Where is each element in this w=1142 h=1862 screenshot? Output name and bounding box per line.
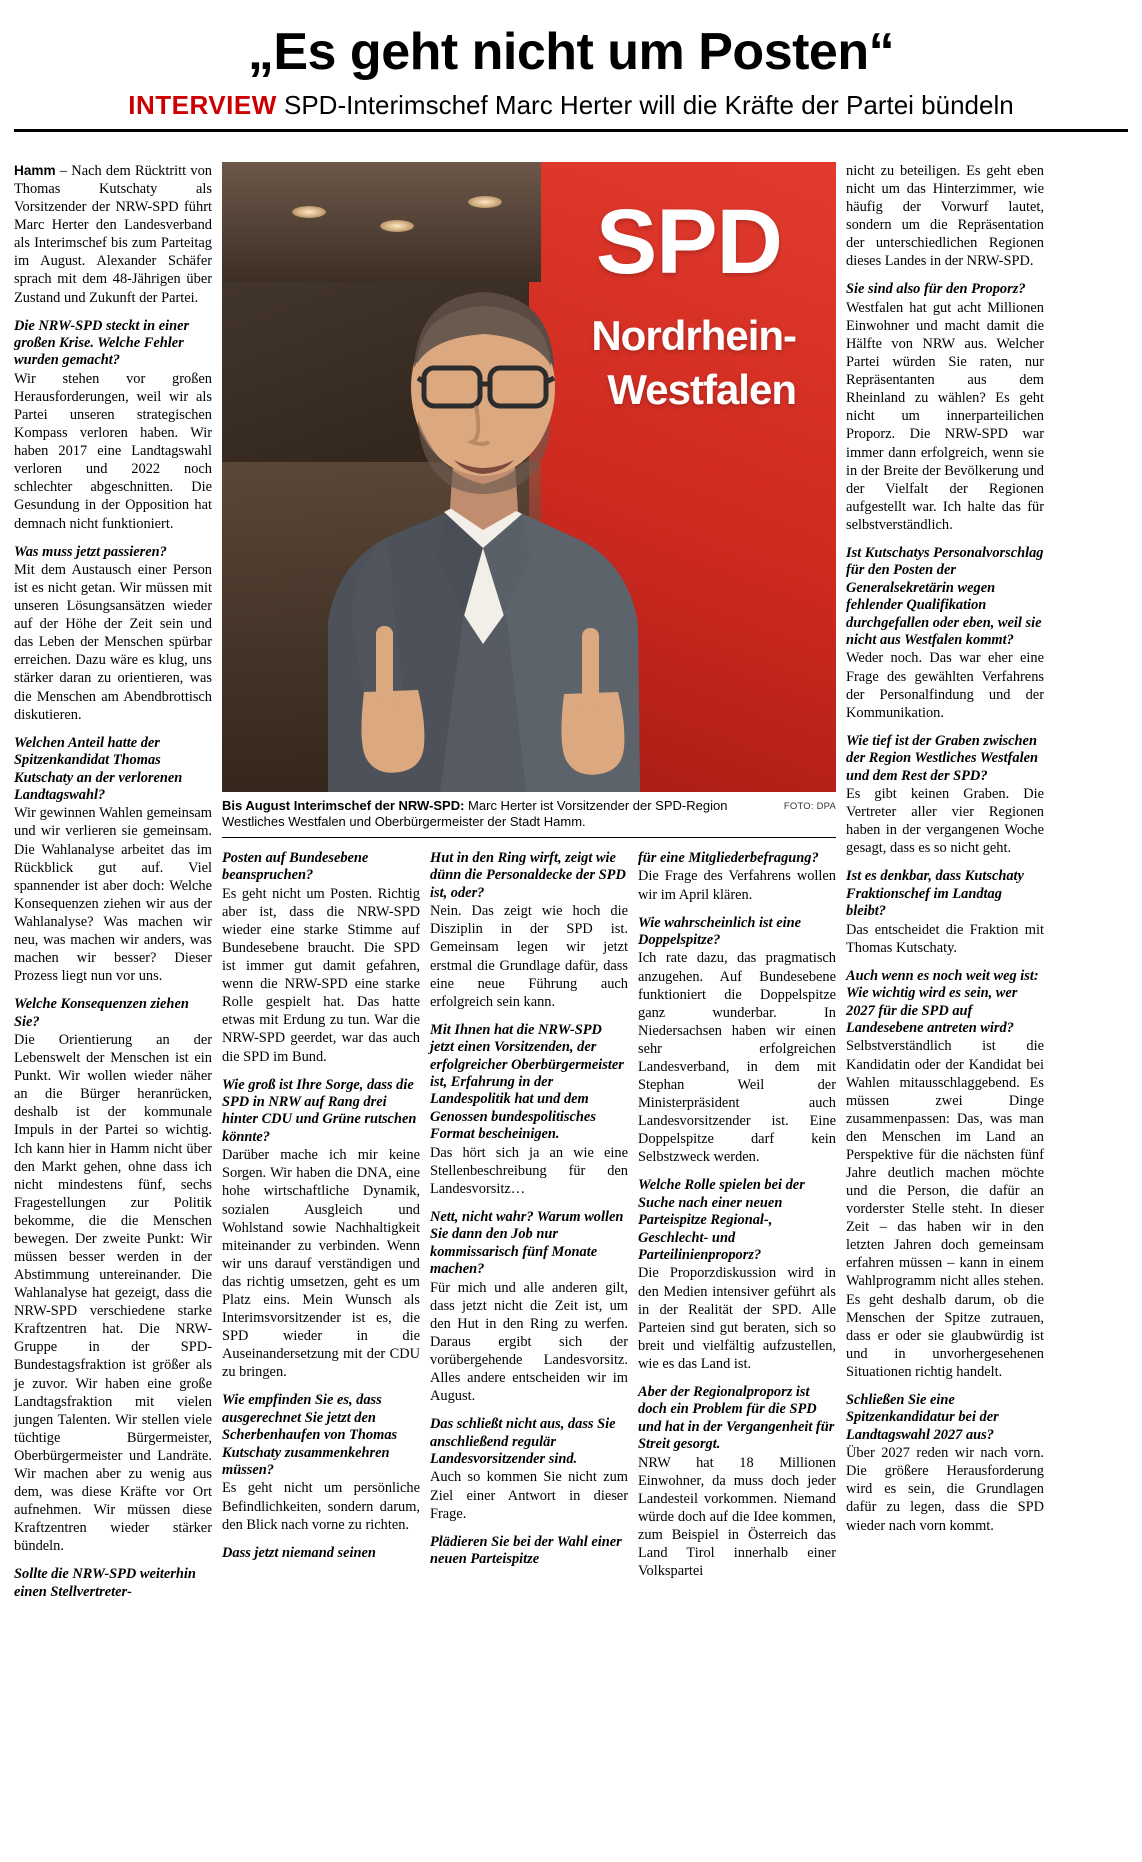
question: Welchen Anteil hatte der Spitzenkandidat Thomas Kutschaty an der verlorenen Landtagswahl?: [14, 734, 183, 803]
question: Posten auf Bundesebene beanspruchen?: [222, 850, 369, 884]
caption-text: Marc Herter ist Vorsitzender der SPD-Region Westliches Westfalen und Oberbürgermeister der Stadt Hamm.: [222, 798, 728, 830]
newspaper-page: [0, 23, 1142, 1862]
dateline: Hamm: [14, 163, 56, 178]
answer: Wir gewinnen Wahlen gemeinsam und wir verlieren sie gemeinsam. Die Wahlanalyse arbeitet das im Rückblick gut auf. Viel spannender ist aber doch: Welche Konsequenzen ziehen wir aus der Wahlanalyse? Was machen wir neu, was machen wir anders, was machen wir besser? Dieser Prozess liegt nun vor uns.: [14, 805, 212, 985]
answer: Das hört sich ja an wie eine Stellenbeschreibung für den Landesvorsitz…: [430, 1144, 628, 1197]
subheadline-text: SPD-Interimschef Marc Herter will die Kräfte der Partei bündeln: [283, 90, 1014, 121]
spd-region-line2: Westfalen: [607, 366, 796, 413]
photo-block: [222, 162, 836, 838]
question: Das schließt nicht aus, dass Sie anschließend regulär Landesvorsitzender sind.: [430, 1416, 616, 1467]
lead-paragraph: [14, 162, 212, 307]
answer: Darüber mache ich mir keine Sorgen. Wir haben die DNA, eine hohe wirtschaftliche Dynamik, sozialen Ausgleich und Wohlstand sowie Nachhaltigkeit miteinander zu verbinden. Wenn wir uns darauf verständigen und das richtig umsetzen, geht es um Platz eins. Mein Wunsch als Interimsvorsitzender ist es, die SPD wieder in die Auseinandersetzung mit der CDU zu bringen.: [222, 1147, 420, 1381]
answer: NRW hat 18 Millionen Einwohner, da muss doch jeder Landesteil vorkommen. Niemand würde doch auf die Idee kommen, zum Beispiel in Österreich das Land Tirol innerhalb einer Volkspartei: [638, 1454, 836, 1580]
person-photo-illustration: [268, 192, 698, 792]
question: Mit Ihnen hat die NRW-SPD jetzt einen Vorsitzenden, der erfolgreicher Oberbürgermeister ist, Erfahrung in der Landespolitik hat und dem Genossen bundespolitisches Format bescheinigen.: [430, 1021, 624, 1143]
question: Wie groß ist Ihre Sorge, dass die SPD in NRW auf Rang drei hinter CDU und Grüne rutschen könnte?: [222, 1076, 417, 1145]
question: Welche Rolle spielen bei der Suche nach einer neuen Parteispitze Regional-, Geschlecht- und Parteilinienproporz?: [638, 1177, 805, 1264]
answer: Wir stehen vor großen Herausforderungen, weil wir als Partei unseren strategischen Kompass verloren haben. Wir haben 2017 eine Landtagswahl verloren und 2022 noch schlechter abgeschnitten. Die Gesundung in der Opposition hat demnach nicht funktioniert.: [14, 370, 212, 532]
question: Plädieren Sie bei der Wahl einer neuen Parteispitze: [430, 1533, 622, 1568]
answer: Ich rate dazu, das pragmatisch anzugehen. Auf Bundesebene funktioniert die Doppelspitze ganz wunderbar. In Niedersachsen haben wir einen sehr erfolgreichen Landesverband, in dem mit Stephan Weil der Ministerpräsident auch Landesvorsitzender ist. Eine Doppelspitze darf kein Selbstzweck werden.: [638, 950, 836, 1166]
question: Schließen Sie eine Spitzenkandidatur bei der Landtagswahl 2027 aus?: [846, 1391, 999, 1443]
answer: Das entscheidet die Fraktion mit Thomas Kutschaty.: [846, 921, 1044, 956]
answer: Weder noch. Das war eher eine Frage des gewählten Verfahrens der Personalfindung und der Kommunikation.: [846, 650, 1044, 721]
question: Welche Konsequenzen ziehen Sie?: [14, 996, 189, 1030]
answer: Westfalen hat gut acht Millionen Einwohner und macht damit die Hälfte von NRW aus. Welcher Partei würden Sie raten, nur Repräsentanten aus dem Rheinland zu wählen? Es geht nicht um innerparteilichen Proporz. Die NRW-SPD war immer dann erfolgreich, wenn sie in der Breite der Bevölkerung und der Vielfalt der Regionen aufgestellt war. Ich halte das für selbstverständlich.: [846, 299, 1044, 533]
spd-region-line1: Nordrhein-: [591, 312, 796, 359]
caption-lead: Bis August Interimschef der NRW-SPD:: [222, 798, 465, 813]
article-body: [14, 162, 1128, 1854]
page-title: „Es geht nicht um Posten“: [247, 23, 895, 81]
text-column-4: [638, 850, 836, 1580]
answer: Selbstverständlich ist die Kandidatin oder der Kandidat bei Wahlen mitausschlaggebend. Es müssen zwei Dinge zusammenpassen: Das, was man den Menschen im Land an Perspektive für die nächsten fünf Jahre deutlich machen möchte und die Person, die dafür an vorderster Stelle steht. In dieser Zeit – das haben wir in den letzten Jahren doch gemeinsam erfahren müssen – kann in einem Wahlprogramm nicht alles stehen. Es geht deshalb darum, ob die Menschen der Spitze zutrauen, dass er oder sie glaubwürdig ist und in unvorhergesehenen Situationen richtig handelt.: [846, 1038, 1044, 1380]
question: Ist Kutschatys Personalvorschlag für den Posten der Generalsekretärin wegen fehlender Qualifikation durchgefallen oder eben, weil sie nicht aus Westfalen kommt?: [846, 544, 1044, 649]
question: Hut in den Ring wirft, zeigt wie dünn die Personaldecke der SPD ist, oder?: [430, 850, 626, 901]
question: Sollte die NRW-SPD weiterhin einen Stellvertreter-: [14, 1566, 196, 1600]
question: Auch wenn es noch weit weg ist: Wie wichtig wird es sein, wer 2027 für die SPD auf Landesebene antreten wird?: [846, 967, 1039, 1037]
answer: Die Proporzdiskussion wird in den Medien intensiver geführt als in der Realität der SPD. Alle Parteien sind gut beraten, sich so breit und vielfältig aufzustellen, wie es das Land ist.: [638, 1265, 836, 1372]
subheadline-block: [14, 91, 1128, 132]
question: Ist es denkbar, dass Kutschaty Fraktionschef im Landtag bleibt?: [846, 868, 1024, 920]
lead-text: – Nach dem Rücktritt von Thomas Kutschaty als Vorsitzender der NRW-SPD führt Marc Herter den Landesverband als Interimschef bis zum Parteitag im August. Alexander Schäfer sprach mit dem 48-Jährigen über Zustand und Zukunft der Partei.: [14, 163, 212, 306]
answer: Auch so kommen Sie nicht zum Ziel einer Antwort in dieser Frage.: [430, 1469, 628, 1522]
text-column-2: [222, 850, 420, 1562]
answer: Die Orientierung an der Lebenswelt der Menschen ist ein Punkt. Wir wollen wieder näher an die Bürger heranrücken, deshalb ist der kommunale Impuls in der Partei so wichtig. Ich kann hier in Hamm nicht über den Markt gehen, ohne dass ich nicht mindestens fünf, sechs Fragestellungen zur Politik bekomme, die die Menschen bewegen. Der zweite Punkt: Wir müssen besser werden in der Abstimmung untereinander. Die Wahlanalyse hat gezeigt, dass die NRW-SPD verschiedene starke Kraftzentren hat. Die NRW-Gruppe in der SPD-Bundestagsfraktion ist größer als je zuvor. Wir haben eine große Landtagsfraktion mit vielen jungen Talenten. Wir stellen viele tüchtige Bürgermeister, Oberbürgermeister und Landräte. Wir machen aber zu wenig aus dem, was diese Kräfte vor Ort aufnehmen. Wir müssen diese Kraftzentren wieder stärker bündeln.: [14, 1032, 212, 1555]
photo-caption: [222, 798, 836, 831]
question: Aber der Regionalproporz ist doch ein Problem für die SPD und hat in der Vergangenheit für Streit gesorgt.: [638, 1383, 835, 1453]
question: Die NRW-SPD steckt in einer großen Krise. Welche Fehler wurden gemacht?: [14, 317, 190, 369]
question: Wie wahrscheinlich ist eine Doppelspitze?: [638, 914, 801, 948]
caption-divider: [222, 837, 836, 838]
question: Dass jetzt niemand seinen: [222, 1544, 376, 1561]
answer: Es geht nicht um persönliche Befindlichkeiten, sondern darum, den Blick nach vorne zu richten.: [222, 1480, 420, 1533]
answer: Für mich und alle anderen gilt, dass jetzt nicht die Zeit ist, um den Hut in den Ring zu werfen. Daraus ergibt sich der vorübergehende Landesvorsitz. Alles andere entscheiden wir im August.: [430, 1279, 628, 1405]
answer: Es geht nicht um Posten. Richtig aber ist, dass die NRW-SPD wieder eine starke Stimme auf Bundesebene braucht. Die SPD ist immer gut damit gefahren, wenn die NRW-SPD eine starke Rolle gespielt hat. Das hatte etwas mit Erdung zu tun. War die NRW-SPD geerdet, war das auch die SPD im Bund.: [222, 885, 420, 1065]
answer: Es gibt keinen Graben. Die Vertreter aller vier Regionen haben in der vergangenen Woche gesagt, dass es so nicht geht.: [846, 786, 1044, 857]
question: Sie sind also für den Proporz?: [846, 281, 1026, 298]
spd-logo-text: SPD: [595, 191, 782, 293]
answer: nicht zu beteiligen. Es geht eben nicht um das Hinterzimmer, wie häufig der Vorwurf lautet, sondern um die Repräsentation der unterschiedlichen Regionen dieses Landes in der NRW-SPD.: [846, 163, 1044, 270]
question: Wie empfinden Sie es, dass ausgerechnet Sie jetzt den Scherbenhaufen von Thomas Kutschaty zusammenkehren müssen?: [222, 1392, 398, 1479]
article-photo: [222, 162, 836, 792]
photo-credit: FOTO: DPA: [783, 801, 836, 812]
question: für eine Mitgliederbefragung?: [638, 850, 819, 866]
text-column-3: [430, 850, 628, 1569]
text-column-5: [846, 162, 1044, 1535]
text-column-1: [14, 162, 212, 1601]
answer: Nein. Das zeigt wie hoch die Disziplin in der SPD ist. Gemeinsam legen wir jetzt erstmal die Grundlage dafür, dass eine neue Führung auch erfolgreich sein kann.: [430, 903, 628, 1010]
question: Wie tief ist der Graben zwischen der Region Westliches Westfalen und dem Rest der SPD?: [846, 732, 1039, 784]
answer: Die Frage des Verfahrens wollen wir im April klären.: [638, 868, 836, 903]
answer: Mit dem Austausch einer Person ist es nicht getan. Wir müssen mit unseren Lösungsansätzen wieder auf der Höhe der Zeit sein und das Leben der Menschen spürbar erreichen. Dazu wäre es klug, uns stärker daran zu orientieren, was die Menschen am Abendbrottisch diskutieren.: [14, 562, 212, 723]
subheadline: [14, 91, 1128, 120]
answer: Über 2027 reden wir nach vorn. Die größere Herausforderung wird es sein, die Grundlagen dafür zu legen, dass die SPD wieder nach vorn kommt.: [846, 1445, 1044, 1534]
kicker-label: INTERVIEW: [128, 90, 277, 121]
question: Was muss jetzt passieren?: [14, 543, 167, 560]
question: Nett, nicht wahr? Warum wollen Sie dann den Job nur kommissarisch fünf Monate machen?: [430, 1208, 624, 1278]
